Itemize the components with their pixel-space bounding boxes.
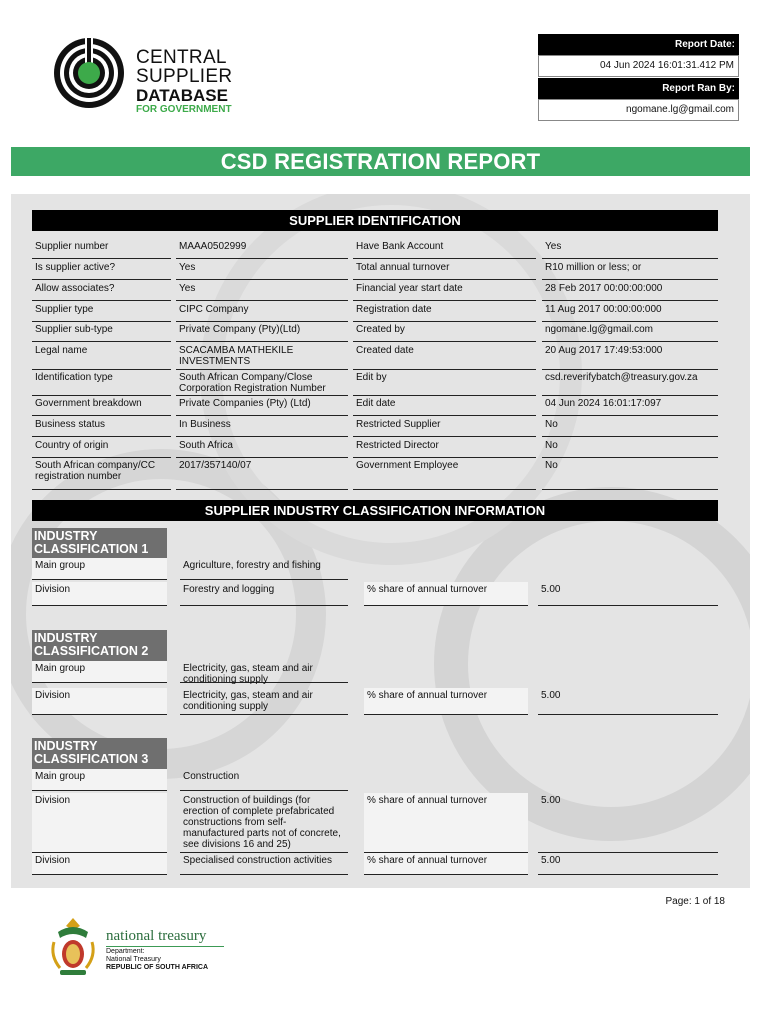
field-label: Registration date bbox=[353, 302, 536, 322]
field-value: 11 Aug 2017 00:00:00:000 bbox=[542, 302, 718, 322]
industry-classification-heading: SUPPLIER INDUSTRY CLASSIFICATION INFORMATION bbox=[32, 500, 718, 521]
field-value: South African Company/Close Corporation Registration Number bbox=[176, 370, 348, 396]
field-label: Country of origin bbox=[32, 438, 171, 458]
logo-title-line1: CENTRAL SUPPLIER bbox=[136, 47, 233, 87]
report-ran-by-box bbox=[538, 78, 739, 121]
field-value: Private Company (Pty)(Ltd) bbox=[176, 322, 348, 342]
main-group-label: Main group bbox=[32, 769, 167, 791]
field-label: Edit date bbox=[353, 396, 536, 416]
department-label: Department: bbox=[106, 948, 145, 955]
field-value: Private Companies (Pty) (Ltd) bbox=[176, 396, 348, 416]
division-value: Electricity, gas, steam and air conditioning supply bbox=[180, 688, 348, 715]
field-label: Government Employee bbox=[353, 458, 536, 490]
division-value: Forestry and logging bbox=[180, 582, 348, 606]
field-value: South Africa bbox=[176, 438, 348, 458]
republic-name: REPUBLIC OF SOUTH AFRICA bbox=[106, 964, 209, 971]
share-label: % share of annual turnover bbox=[364, 582, 528, 606]
field-value: Yes bbox=[176, 281, 348, 301]
field-label: Supplier number bbox=[32, 239, 171, 259]
field-value: No bbox=[542, 438, 718, 458]
field-value: ngomane.lg@gmail.com bbox=[542, 322, 718, 342]
share-value: 5.00 bbox=[538, 793, 718, 853]
main-group-label: Main group bbox=[32, 661, 167, 683]
csd-logo-icon bbox=[52, 36, 126, 110]
field-label: Edit by bbox=[353, 370, 536, 396]
report-date-label: Report Date: bbox=[538, 34, 739, 55]
report-ran-by-label: Report Ran By: bbox=[538, 78, 739, 99]
share-label: % share of annual turnover bbox=[364, 688, 528, 715]
share-value: 5.00 bbox=[538, 582, 718, 606]
division-value: Construction of buildings (for erection of complete prefabricated constructions from self-manufactured parts not of concrete, see divisions 16 and 25) bbox=[180, 793, 348, 853]
report-title: CSD REGISTRATION REPORT bbox=[11, 147, 750, 176]
division-label: Division bbox=[32, 688, 167, 715]
field-value: SCACAMBA MATHEKILE INVESTMENTS bbox=[176, 343, 348, 370]
division-label: Division bbox=[32, 853, 167, 875]
logo-title-line3: FOR GOVERNMENT bbox=[136, 104, 232, 115]
field-value: MAAA0502999 bbox=[176, 239, 348, 259]
csd-logo bbox=[52, 36, 312, 115]
field-value: Yes bbox=[542, 239, 718, 259]
report-ran-by-value: ngomane.lg@gmail.com bbox=[538, 99, 739, 121]
division-label: Division bbox=[32, 582, 167, 606]
report-date-value: 04 Jun 2024 16:01:31.412 PM bbox=[538, 55, 739, 77]
main-group-label: Main group bbox=[32, 558, 167, 580]
field-label: Restricted Supplier bbox=[353, 417, 536, 437]
field-value: 2017/357140/07 bbox=[176, 458, 348, 490]
field-label: Allow associates? bbox=[32, 281, 171, 301]
field-label: Identification type bbox=[32, 370, 171, 396]
division-label: Division bbox=[32, 793, 167, 853]
field-label: Created by bbox=[353, 322, 536, 342]
field-value: 20 Aug 2017 17:49:53:000 bbox=[542, 343, 718, 370]
share-label: % share of annual turnover bbox=[364, 853, 528, 875]
field-value: 28 Feb 2017 00:00:00:000 bbox=[542, 281, 718, 301]
field-label: South African company/CC registration number bbox=[32, 458, 171, 490]
field-value: CIPC Company bbox=[176, 302, 348, 322]
field-value: No bbox=[542, 458, 718, 490]
supplier-identification-heading: SUPPLIER IDENTIFICATION bbox=[32, 210, 718, 231]
division-value: Specialised construction activities bbox=[180, 853, 348, 875]
industry-classification-title: INDUSTRY CLASSIFICATION 3 bbox=[32, 738, 167, 769]
field-label: Business status bbox=[32, 417, 171, 437]
field-label: Supplier sub-type bbox=[32, 322, 171, 342]
report-date-box bbox=[538, 34, 739, 77]
share-label: % share of annual turnover bbox=[364, 793, 528, 853]
main-group-value: Electricity, gas, steam and air conditioning supply bbox=[180, 661, 348, 683]
main-group-value: Agriculture, forestry and fishing bbox=[180, 558, 348, 580]
field-label: Restricted Director bbox=[353, 438, 536, 458]
national-treasury-title: national treasury bbox=[106, 928, 207, 944]
field-label: Total annual turnover bbox=[353, 260, 536, 280]
field-label: Financial year start date bbox=[353, 281, 536, 301]
logo-title-line2: DATABASE bbox=[136, 86, 228, 105]
field-label: Created date bbox=[353, 343, 536, 370]
field-value: R10 million or less; or bbox=[542, 260, 718, 280]
field-label: Have Bank Account bbox=[353, 239, 536, 259]
industry-classification-title: INDUSTRY CLASSIFICATION 1 bbox=[32, 528, 167, 559]
field-value: Yes bbox=[176, 260, 348, 280]
field-label: Legal name bbox=[32, 343, 171, 370]
department-name: National Treasury bbox=[106, 956, 161, 963]
field-label: Government breakdown bbox=[32, 396, 171, 416]
coat-of-arms-icon bbox=[48, 916, 98, 978]
field-label: Supplier type bbox=[32, 302, 171, 322]
industry-classification-title: INDUSTRY CLASSIFICATION 2 bbox=[32, 630, 167, 661]
page-number: Page: 1 of 18 bbox=[665, 896, 725, 907]
field-value: 04 Jun 2024 16:01:17:097 bbox=[542, 396, 718, 416]
share-value: 5.00 bbox=[538, 688, 718, 715]
share-value: 5.00 bbox=[538, 853, 718, 875]
national-treasury-rule bbox=[106, 946, 224, 947]
report-body bbox=[11, 194, 750, 888]
field-value: In Business bbox=[176, 417, 348, 437]
main-group-value: Construction bbox=[180, 769, 348, 791]
field-label: Is supplier active? bbox=[32, 260, 171, 280]
field-value: No bbox=[542, 417, 718, 437]
national-treasury-logo bbox=[48, 912, 248, 982]
field-value: csd.reverifybatch@treasury.gov.za bbox=[542, 370, 718, 396]
